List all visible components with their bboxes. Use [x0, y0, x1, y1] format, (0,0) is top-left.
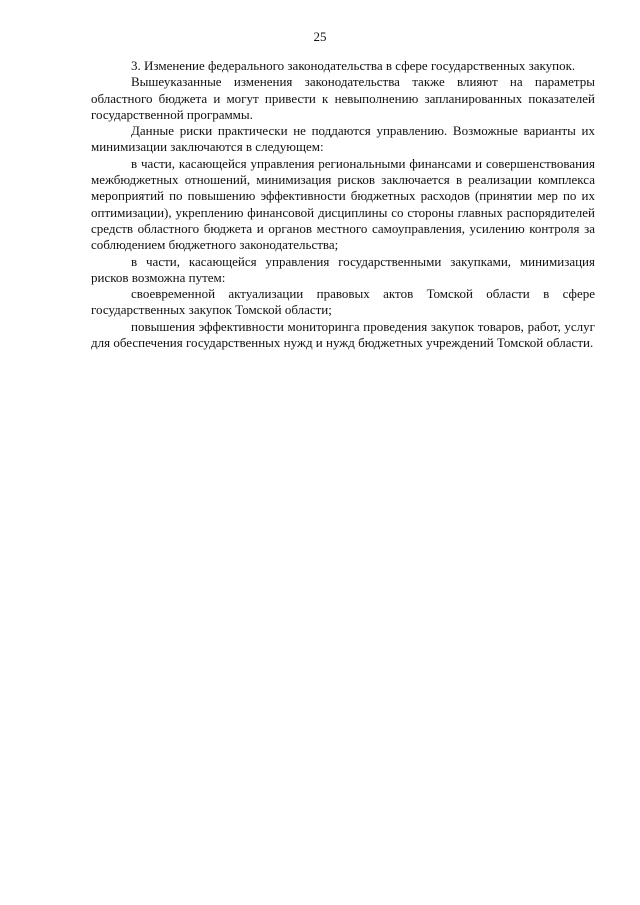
paragraph-risk-management: Данные риски практически не поддаются управлению. Возможные варианты их минимизации заключаются в следующем: — [91, 123, 595, 155]
paragraph-continuation: закупок. — [525, 58, 576, 73]
paragraph-monitoring: повышения эффективности мониторинга проведения закупок товаров, работ, услуг для обеспечения государственных нужд и нужд бюджетных учреждений Томской области. — [91, 318, 595, 351]
paragraph-regional-finance — [91, 156, 595, 254]
paragraph-first-line: в части, касающейся управления региональными финансами — [131, 155, 472, 171]
paragraph-procurement: в части, касающейся управления государственными закупками, минимизация рисков возможна путем: — [91, 253, 595, 285]
paragraph-legal-acts: своевременной актуализации правовых актов Томской области в сфере государственных закупок Томской области; — [91, 286, 595, 318]
paragraph-budget-impact: Вышеуказанные изменения законодательства также влияют на параметры областного бюджета и могут привести к невыполнению запланированных показателей государственной программы. — [91, 74, 595, 122]
paragraph-continuation: и совершенствования межбюджетных отношений, минимизация рисков заключается в реализации комплекса мероприятий по повышению эффективности бюджетных расходов (принятии мер по их оптимизации), укреплению финансовой дисциплины со стороны главных распорядителей средств областного бюджета и органов местного самоуправления, усилению контроля за соблюдением бюджетного законодательства; — [91, 155, 595, 253]
paragraph-first-line: 3. Изменение федерального законодательства в сфере государственных — [131, 58, 526, 73]
body-text — [91, 58, 595, 351]
page-number: 25 — [313, 29, 327, 44]
paragraph-legislation-change — [91, 58, 595, 74]
